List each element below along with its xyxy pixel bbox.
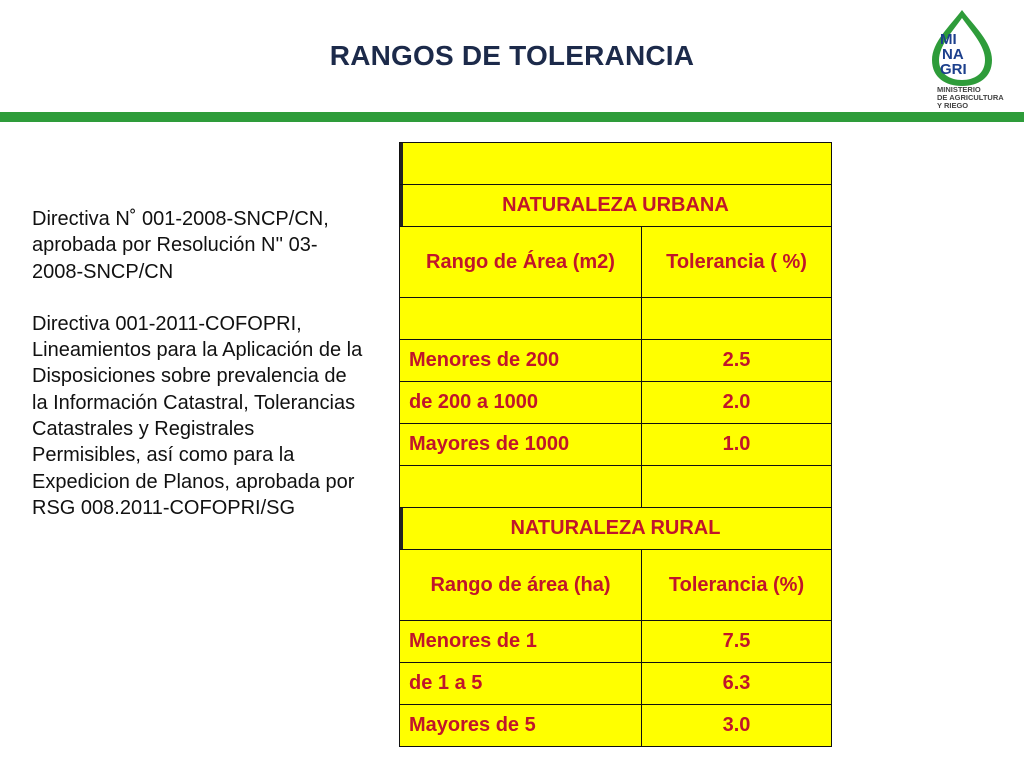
rural-range-cell: Menores de 1 bbox=[400, 621, 642, 663]
urban-heading-row bbox=[400, 185, 832, 227]
rural-col-range-header: Rango de área (ha) bbox=[400, 550, 642, 621]
logo-line-3: GRI bbox=[940, 61, 967, 78]
rural-header-row bbox=[400, 550, 832, 621]
logo-subtitle-line-2: DE AGRICULTURA bbox=[937, 93, 1004, 102]
table-row bbox=[400, 705, 832, 747]
urban-header-row bbox=[400, 227, 832, 298]
urban-tolerance-cell: 2.5 bbox=[642, 340, 832, 382]
urban-heading: NATURALEZA URBANA bbox=[400, 185, 832, 227]
rural-range-cell: de 1 a 5 bbox=[400, 663, 642, 705]
rural-tolerance-cell: 6.3 bbox=[642, 663, 832, 705]
table-cell-empty bbox=[642, 466, 832, 508]
urban-col-range-header: Rango de Área (m2) bbox=[400, 227, 642, 298]
rural-tolerance-cell: 7.5 bbox=[642, 621, 832, 663]
logo-subtitle-line-3: Y RIEGO bbox=[937, 101, 969, 110]
table-row-blank-top bbox=[400, 143, 832, 185]
table-row bbox=[400, 340, 832, 382]
logo-line-2: NA bbox=[942, 46, 964, 63]
rural-tolerance-cell: 3.0 bbox=[642, 705, 832, 747]
header-divider bbox=[0, 112, 1024, 122]
urban-tolerance-cell: 2.0 bbox=[642, 382, 832, 424]
urban-range-cell: Mayores de 1000 bbox=[400, 424, 642, 466]
tolerance-table bbox=[399, 142, 832, 747]
urban-range-cell: de 200 a 1000 bbox=[400, 382, 642, 424]
table-row-blank bbox=[400, 466, 832, 508]
table-row bbox=[400, 424, 832, 466]
directive-text bbox=[32, 206, 367, 547]
urban-col-tolerance-header: Tolerancia ( %) bbox=[642, 227, 832, 298]
slide-title: RANGOS DE TOLERANCIA bbox=[329, 40, 695, 71]
table-cell-empty bbox=[400, 298, 642, 340]
table-row bbox=[400, 621, 832, 663]
rural-heading-row bbox=[400, 508, 832, 550]
rural-range-cell: Mayores de 5 bbox=[400, 705, 642, 747]
table-cell-empty bbox=[400, 143, 832, 185]
table-row bbox=[400, 382, 832, 424]
table-row bbox=[400, 663, 832, 705]
table-row-blank bbox=[400, 298, 832, 340]
urban-range-cell: Menores de 200 bbox=[400, 340, 642, 382]
rural-col-tolerance-header: Tolerancia (%) bbox=[642, 550, 832, 621]
logo-line-1: MI bbox=[940, 31, 957, 48]
table-cell-empty bbox=[642, 298, 832, 340]
logo-subtitle-line-1: MINISTERIO bbox=[937, 85, 981, 94]
rural-heading: NATURALEZA RURAL bbox=[400, 508, 832, 550]
directive-paragraph-1: Directiva N˚ 001-2008-SNCP/CN, aprobada por Resolución N'' 03-2008-SNCP/CN bbox=[32, 208, 329, 283]
table-cell-empty bbox=[400, 466, 642, 508]
urban-tolerance-cell: 1.0 bbox=[642, 424, 832, 466]
directive-paragraph-2: Directiva 001-2011-COFOPRI, Lineamientos para la Aplicación de la Disposiciones sobre prevalencia de la Información Catastral, Tolerancias Catastrales y Registrales Permisibles, así como para la Expedicion de Planos, aprobada por RSG 008.2011-COFOPRI/SG bbox=[32, 312, 363, 519]
logo-subtitle bbox=[937, 86, 1004, 110]
